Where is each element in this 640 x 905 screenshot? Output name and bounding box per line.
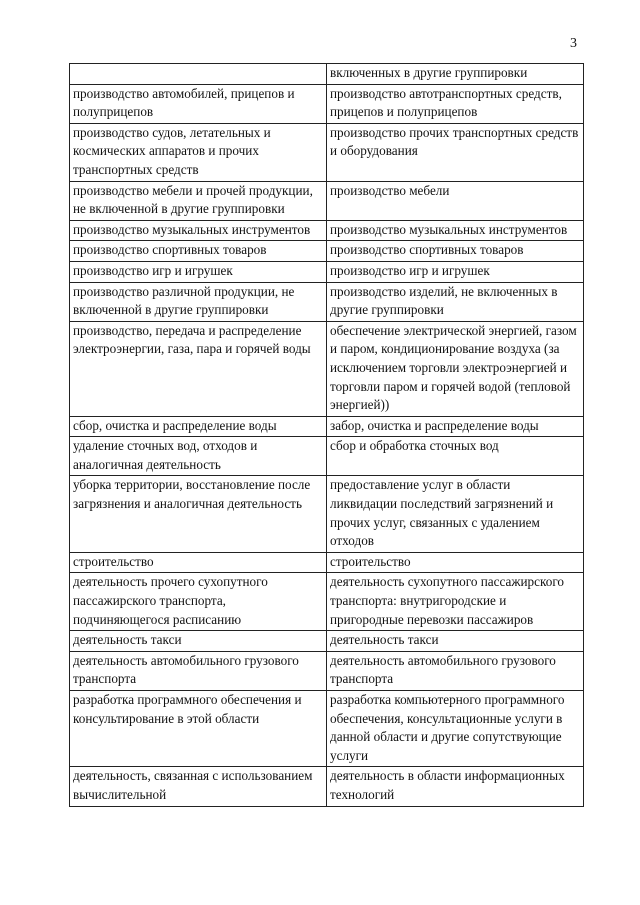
new-activity-cell: деятельность автомобильного грузового транспорта	[327, 651, 584, 690]
new-activity-cell: предоставление услуг в области ликвидации последствий загрязнений и прочих услуг, связанных с удалением отходов	[327, 476, 584, 552]
new-activity-cell: производство прочих транспортных средств и оборудования	[327, 123, 584, 181]
old-activity-cell: деятельность автомобильного грузового транспорта	[70, 651, 327, 690]
old-activity-cell: разработка программного обеспечения и консультирование в этой области	[70, 691, 327, 767]
old-activity-cell: деятельность, связанная с использованием вычислительной	[70, 767, 327, 806]
table-row	[70, 241, 584, 262]
old-activity-cell: производство спортивных товаров	[70, 241, 327, 262]
old-activity-cell: производство мебели и прочей продукции, не включенной в другие группировки	[70, 181, 327, 220]
table-row	[70, 631, 584, 652]
page-number: 3	[570, 36, 577, 51]
table-row	[70, 552, 584, 573]
table-row	[70, 282, 584, 321]
table-row	[70, 416, 584, 437]
new-activity-cell: сбор и обработка сточных вод	[327, 437, 584, 476]
new-activity-cell: деятельность такси	[327, 631, 584, 652]
table-row	[70, 651, 584, 690]
new-activity-cell: деятельность сухопутного пассажирского транспорта: внутригородские и пригородные перевозки пассажиров	[327, 573, 584, 631]
old-activity-cell: деятельность такси	[70, 631, 327, 652]
new-activity-cell: производство спортивных товаров	[327, 241, 584, 262]
new-activity-cell: производство музыкальных инструментов	[327, 220, 584, 241]
new-activity-cell: производство мебели	[327, 181, 584, 220]
table-row	[70, 573, 584, 631]
old-activity-cell: производство, передача и распределение электроэнергии, газа, пара и горячей воды	[70, 321, 327, 416]
table-row	[70, 767, 584, 806]
new-activity-cell: строительство	[327, 552, 584, 573]
classification-mapping-table	[69, 63, 584, 807]
table-row	[70, 220, 584, 241]
new-activity-cell: разработка компьютерного программного обеспечения, консультационные услуги в данной области и другие сопутствующие услуги	[327, 691, 584, 767]
new-activity-cell: деятельность в области информационных технологий	[327, 767, 584, 806]
old-activity-cell: производство судов, летательных и космических аппаратов и прочих транспортных средств	[70, 123, 327, 181]
table-row	[70, 321, 584, 416]
old-activity-cell: производство автомобилей, прицепов и полуприцепов	[70, 84, 327, 123]
new-activity-cell: производство игр и игрушек	[327, 261, 584, 282]
old-activity-cell: производство различной продукции, не включенной в другие группировки	[70, 282, 327, 321]
table-body	[70, 64, 584, 807]
table-row	[70, 181, 584, 220]
old-activity-cell	[70, 64, 327, 85]
table-row	[70, 437, 584, 476]
new-activity-cell: включенных в другие группировки	[327, 64, 584, 85]
new-activity-cell: забор, очистка и распределение воды	[327, 416, 584, 437]
table-row	[70, 476, 584, 552]
new-activity-cell: обеспечение электрической энергией, газом и паром, кондиционирование воздуха (за исключением торговли электроэнергией и торговли паром и горячей водой (тепловой энергией))	[327, 321, 584, 416]
table-row	[70, 84, 584, 123]
old-activity-cell: удаление сточных вод, отходов и аналогичная деятельность	[70, 437, 327, 476]
old-activity-cell: уборка территории, восстановление после загрязнения и аналогичная деятельность	[70, 476, 327, 552]
table-row	[70, 261, 584, 282]
table-row	[70, 64, 584, 85]
old-activity-cell: производство музыкальных инструментов	[70, 220, 327, 241]
new-activity-cell: производство изделий, не включенных в другие группировки	[327, 282, 584, 321]
table-row	[70, 123, 584, 181]
table-row	[70, 691, 584, 767]
old-activity-cell: сбор, очистка и распределение воды	[70, 416, 327, 437]
old-activity-cell: производство игр и игрушек	[70, 261, 327, 282]
old-activity-cell: строительство	[70, 552, 327, 573]
old-activity-cell: деятельность прочего сухопутного пассажирского транспорта, подчиняющегося расписанию	[70, 573, 327, 631]
new-activity-cell: производство автотранспортных средств, прицепов и полуприцепов	[327, 84, 584, 123]
